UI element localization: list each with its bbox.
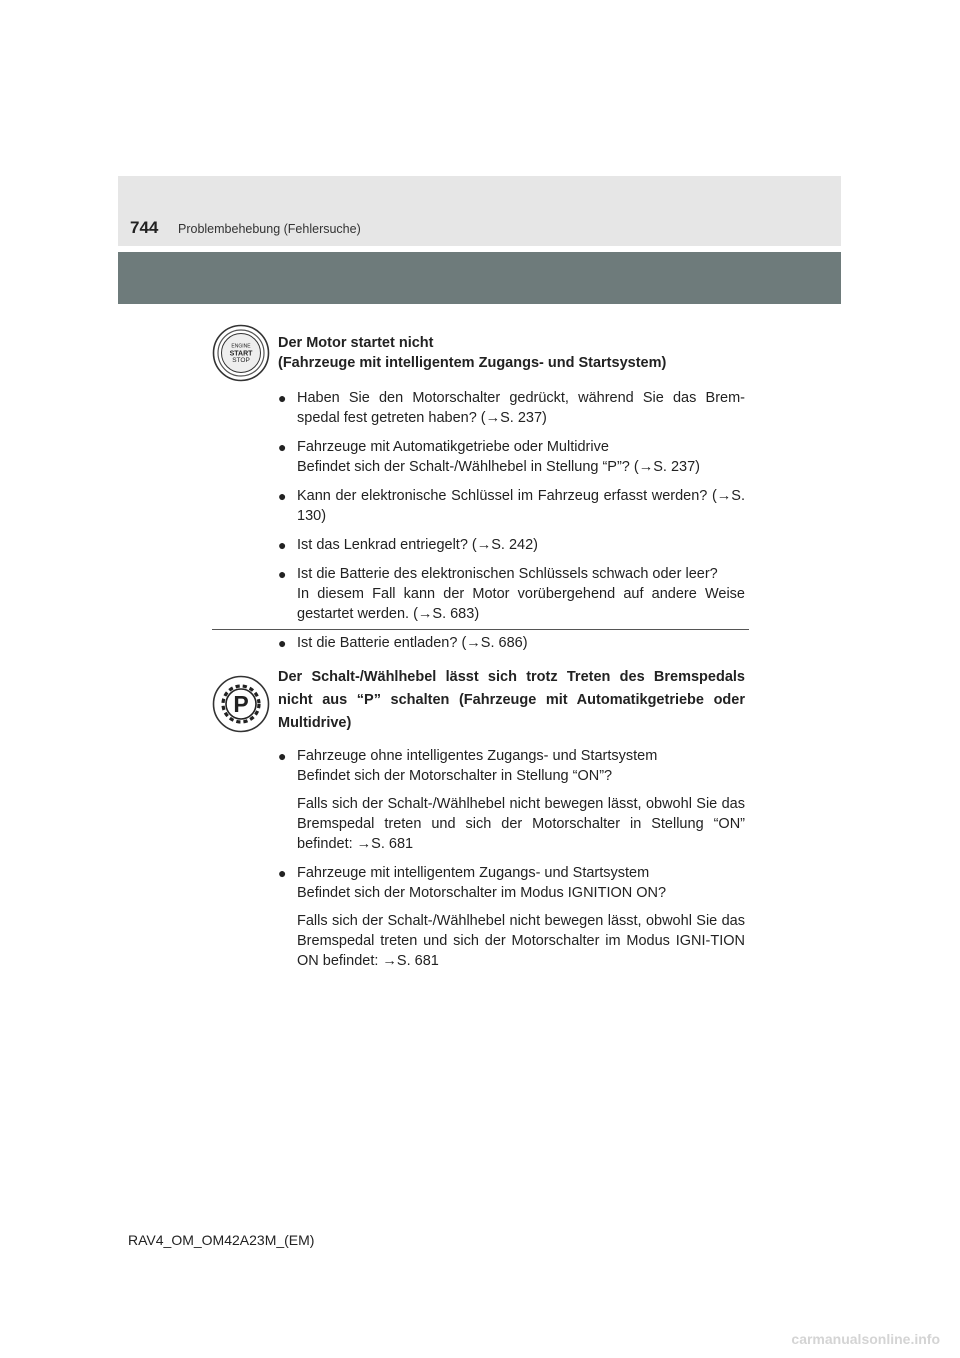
list-item: ● Haben Sie den Motorschalter gedrückt, während Sie das Brem-spedal fest getreten haben? (→S. 237) (278, 390, 745, 426)
park-gear-icon (212, 675, 270, 733)
list-item: ● Ist die Batterie entladen? (→S. 686) (278, 635, 528, 651)
bullet-icon: ● (278, 635, 287, 651)
bullet-icon: ● (278, 566, 287, 582)
list-item: ● Fahrzeuge mit Automatikgetriebe oder Multidrive Befindet sich der Schalt-/Wählhebel in Stellung “P”? (→S. 237) (278, 439, 700, 475)
list-item: ● Kann der elektronische Schlüssel im Fahrzeug erfasst werden? (→S. 130) (278, 488, 745, 524)
section-divider (212, 629, 749, 630)
svg-text:ENGINE: ENGINE (231, 343, 251, 350)
svg-text:START: START (229, 350, 253, 358)
section-title: Problembehebung (Fehlersuche) (178, 222, 361, 236)
bullet-icon: ● (278, 537, 287, 553)
list-item: ● Ist das Lenkrad entriegelt? (→S. 242) (278, 537, 538, 553)
section-heading: Der Motor startet nicht (Fahrzeuge mit intelligentem Zugangs- und Startsystem) (278, 335, 667, 371)
engine-start-stop-icon (212, 324, 270, 382)
section-heading: Der Schalt-/Wählhebel lässt sich trotz Treten des Bremspedals nicht aus “P” schalten (Fahrzeuge mit Automatikgetriebe oder Multidrive) (278, 669, 745, 731)
bullet-icon: ● (278, 865, 287, 881)
bullet-icon: ● (278, 390, 287, 406)
list-item: ● Fahrzeuge ohne intelligentes Zugangs- und Startsystem Befindet sich der Motorschalter in Stellung “ON”? Falls sich der Schalt-/Wählhebel nicht bewegen lässt, obwohl Sie das Bremspedal treten und sich der Motorschalter in Stellung “ON” befindet: →S. 681 (278, 748, 745, 852)
document-code: RAV4_OM_OM42A23M_(EM) (128, 1232, 315, 1248)
list-item: ● Ist die Batterie des elektronischen Schlüssels schwach oder leer? In diesem Fall kann der Motor vorübergehend auf andere Weise gestartet werden. (→S. 683) (278, 566, 745, 622)
header-band (118, 252, 841, 304)
bullet-icon: ● (278, 748, 287, 764)
section-shift-lever-stuck (278, 666, 745, 971)
bullet-icon: ● (278, 488, 287, 504)
svg-text:STOP: STOP (232, 357, 250, 364)
bullet-icon: ● (278, 439, 287, 455)
svg-text:P: P (233, 691, 249, 717)
page-number: 744 (130, 218, 159, 237)
section-engine-not-starting (278, 333, 745, 653)
watermark: carmanualsonline.info (791, 1331, 940, 1347)
list-item: ● Fahrzeuge mit intelligentem Zugangs- und Startsystem Befindet sich der Motorschalter im Modus IGNITION ON? Falls sich der Schalt-/Wählhebel nicht bewegen lässt, obwohl Sie das Bremspedal treten und sich der Motorschalter im Modus IGNI-TION ON befindet: →S. 681 (278, 865, 745, 969)
